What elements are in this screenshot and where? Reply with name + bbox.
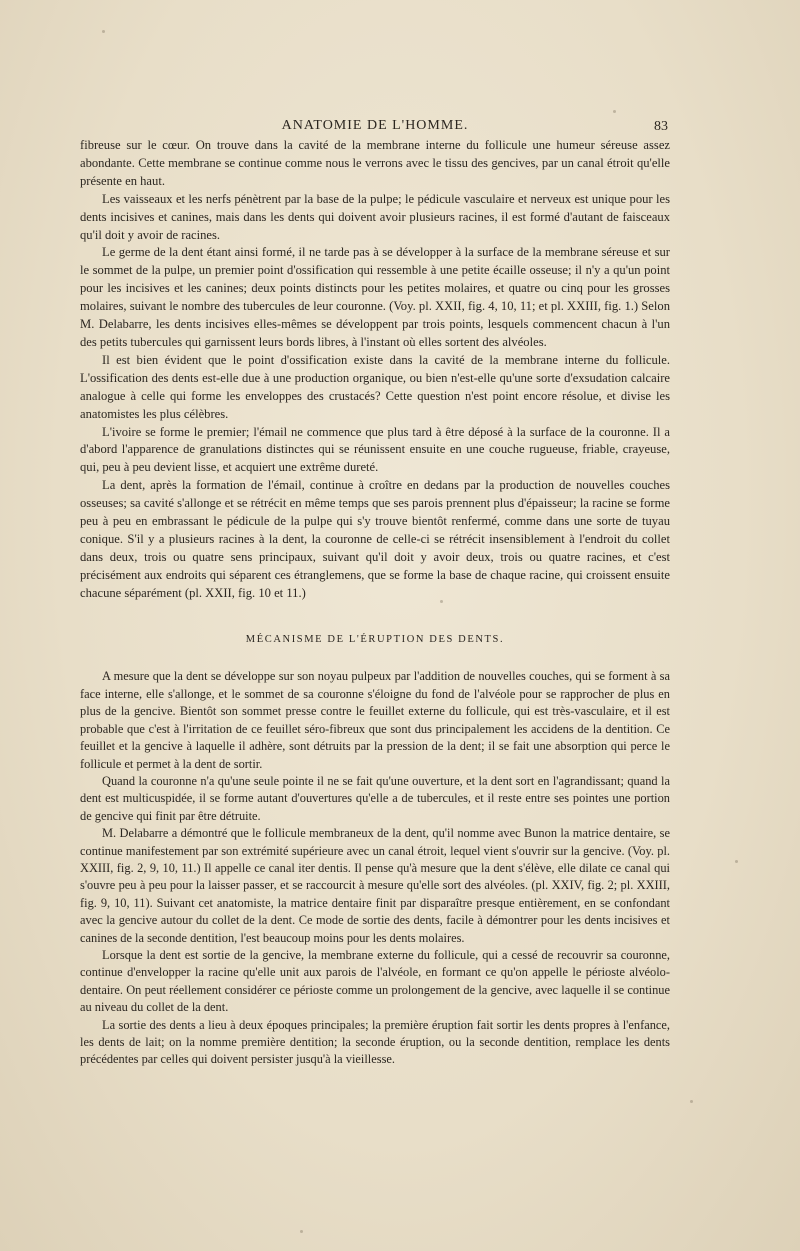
paragraph: Le germe de la dent étant ainsi formé, il ne tarde pas à se développer à la surface de la membrane séreuse et sur le sommet de la pulpe, un premier point d'ossification qui ressemble à une petite écaille osseuse; il n'y a qu'un point pour les incisives et les canines; deux points distincts pour les petites molaires, et quatre ou cinq pour les grosses molaires, suivant le nombre des tubercules de leur couronne. (Voy. pl. XXII, fig. 4, 10, 11; et pl. XXIII, fig. 1.) Selon M. Delabarre, les dents incisives elles-mêmes se développent par trois points, lesquels commencent chacun à l'un des petits tubercules qui garnissent leurs bords libres, à l'instant où elles sortent des alvéoles. (80, 245, 670, 349)
paragraph: Il est bien évident que le point d'ossification existe dans la cavité de la membrane interne du follicule. L'ossification des dents est-elle due à une production organique, ou bien n'est-elle qu'une sorte d'exsudation calcaire analogue à celle qui forme les enveloppes des crustacés? Cette question n'est point encore résolue, et divise les anatomistes les plus célèbres. (80, 352, 670, 421)
paragraph: L'ivoire se forme le premier; l'émail ne commence que plus tard à être déposé à la surface de la couronne. Il a d'abord l'apparence de granulations distinctes qui se réunissent ensuite en une couche rugueuse, friable, crayeuse, qui, peu à peu devient lisse, et acquiert une extrême dureté. (80, 424, 670, 475)
section-body (80, 668, 670, 1068)
page-header (80, 118, 670, 138)
body-text (80, 137, 670, 1069)
page-number: 83 (654, 119, 668, 134)
paragraph: M. Delabarre a démontré que le follicule membraneux de la dent, qu'il nomme avec Bunon la matrice dentaire, se continue manifestement par son extrémité supérieure avec un canal étroit, lequel vient s'ouvrir sur la gencive. (Voy. pl. XXIII, fig. 2, 9, 10, 11.) Il appelle ce canal iter dentis. Il pense qu'à mesure que la dent s'élève, elle dilate ce canal qui s'ouvre peu à peu pour la laisser passer, et se raccourcit à mesure qu'elle sort des alvéoles. (pl. XXIV, fig. 2; pl. XXIII, fig. 9, 10, 11). Suivant cet anatomiste, la matrice dentaire finit par disparaître presque entièrement, en se confondant avec la gencive autour du collet de la dent. Ce mode de sortie des dents, facile à démontrer pour les dents incisives et canines de la seconde dentition, l'est beaucoup moins pour les dents molaires. (80, 826, 670, 945)
paper-speck (735, 860, 738, 863)
paragraph: La dent, après la formation de l'émail, continue à croître en dedans par la production de nouvelles couches osseuses; sa cavité s'allonge et se rétrécit en même temps que ses parois prennent plus d'épaisseur; la racine se forme peu à peu en embrassant le pédicule de la pulpe qui s'y trouve bientôt renfermé, comme dans une sorte de tuyau conique. S'il y a plusieurs racines à la dent, la couronne de celle-ci se rétrécit insensiblement à l'endroit du collet dans deux, trois ou quatre sens principaux, suivant qu'il doit y avoir deux, trois ou quatre racines, et c'est précisément aux endroits qui séparent ces étranglemens, que se forme la base de chaque racine, qui croissent ensuite chacune séparément (pl. XXII, fig. 10 et 11.) (80, 478, 670, 600)
paragraph: La sortie des dents a lieu à deux époques principales; la première éruption fait sortir les dents propres à l'enfance, les dents de lait; on la nomme première dentition; la seconde éruption, ou la seconde dentition, remplace les dents précédentes par celles qui doivent persister jusqu'à la vieillesse. (80, 1017, 670, 1067)
paragraph: Lorsque la dent est sortie de la gencive, la membrane externe du follicule, qui a cessé de recouvrir sa couronne, continue d'envelopper la racine qu'elle unit aux parois de l'alvéole, en formant ce qu'on appelle le périoste alvéolo-dentaire. On peut réellement considérer ce périoste comme un prolongement de la gencive, avec laquelle il se continue au niveau du collet de la dent. (80, 947, 670, 1015)
paper-speck (613, 110, 616, 113)
paper-speck (300, 1230, 303, 1233)
running-title: ANATOMIE DE L'HOMME. (281, 118, 469, 133)
paper-speck (690, 1100, 693, 1103)
paragraph: A mesure que la dent se développe sur son noyau pulpeux par l'addition de nouvelles couches, qui se forment à sa face interne, elle s'allonge, et le sommet de sa couronne s'éloigne du fond de l'alvéole pour se rapprocher de plus en plus de la gencive. Bientôt son sommet presse contre le feuillet externe du follicule, qui est très-vasculaire, et il est probable que c'est à l'irritation de ce feuillet séro-fibreux que sont dus principalement les accidens de la dentition. Ce feuillet et la gencive à laquelle il adhère, sont détruits par la pression de la dent; il se fait une absorption qui perce le follicule et permet à la dent de sortir. (80, 669, 670, 771)
paragraph: Quand la couronne n'a qu'une seule pointe il ne se fait qu'une ouverture, et la dent sort en l'agrandissant; quand la dent est multicuspidée, il se forme autant d'ouvertures qu'elle a de tubercules, et il reste entre ses pointes une portion de gencive qui finit par être détruite. (80, 773, 670, 823)
section-title: MÉCANISME DE L'ÉRUPTION DES DENTS. (245, 633, 505, 645)
paragraph: fibreuse sur le cœur. On trouve dans la cavité de la membrane interne du follicule une humeur séreuse assez abondante. Cette membrane se continue comme nous le verrons avec le tissu des gencives, par un canal étroit qu'elle présente en haut. (80, 138, 670, 188)
paragraph: Les vaisseaux et les nerfs pénètrent par la base de la pulpe; le pédicule vasculaire et nerveux est unique pour les dents incisives et canines, mais dans les dents qui doivent avoir plusieurs racines, il est formé d'autant de faisceaux qu'il doit y avoir de racines. (80, 191, 670, 242)
paper-speck (440, 600, 443, 603)
paper-speck (102, 30, 105, 33)
